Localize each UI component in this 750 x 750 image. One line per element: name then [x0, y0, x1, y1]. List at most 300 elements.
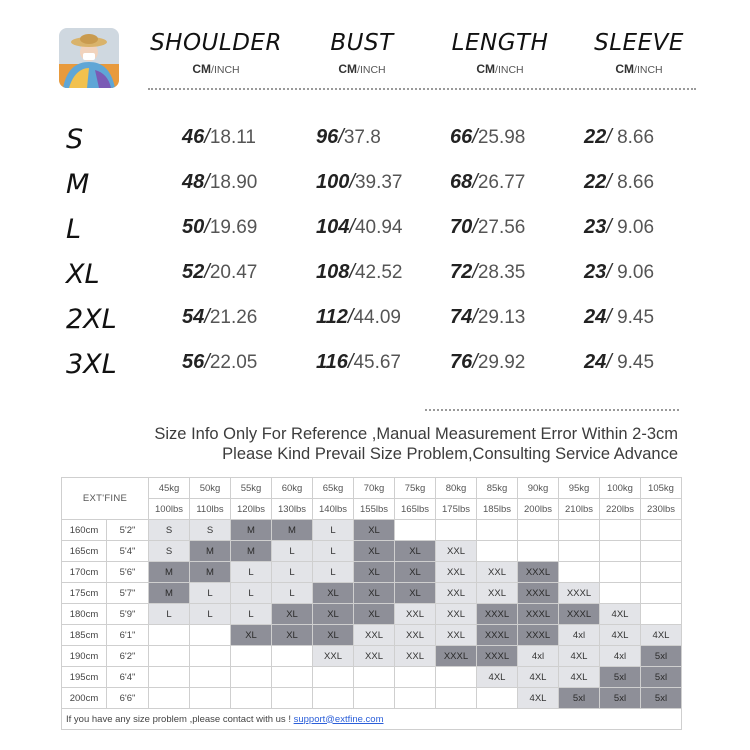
size-cell: L: [313, 541, 354, 562]
slash-separator: /: [472, 216, 478, 238]
size-cell: L: [272, 583, 313, 604]
size-cell: XXL: [313, 646, 354, 667]
reference-note: Size Info Only For Reference ,Manual Measurement Error Within 2-3cm: [154, 425, 678, 443]
size-cell: [477, 520, 518, 541]
header-bust: [312, 30, 412, 76]
size-cell: XXXL: [477, 646, 518, 667]
size-label: 3XL: [66, 349, 117, 380]
size-cell: XL: [272, 604, 313, 625]
size-cell: L: [313, 562, 354, 583]
length-inch: 26.77: [477, 172, 526, 193]
size-row: [0, 255, 750, 295]
size-cell: S: [149, 541, 190, 562]
size-cell: 4XL: [518, 667, 559, 688]
unit-cm: CM: [192, 62, 212, 76]
contact-text: If you have any size problem ,please contact with us !: [66, 713, 291, 725]
height-cm: 175cm: [62, 583, 107, 604]
bust-cm: 100: [316, 171, 350, 193]
size-cell: [436, 688, 477, 709]
height-cm: 180cm: [62, 604, 107, 625]
length-value: [450, 171, 525, 194]
weight-kg-header: 50kg: [190, 478, 231, 499]
bust-value: [316, 306, 401, 329]
size-cell: M: [231, 541, 272, 562]
length-value: [450, 126, 525, 149]
weight-kg-header: 105kg: [641, 478, 682, 499]
shoulder-unit: [146, 62, 286, 76]
shoulder-value: [182, 351, 257, 374]
size-cell: [149, 625, 190, 646]
size-cell: 4XL: [641, 625, 682, 646]
size-cell: 5xl: [641, 667, 682, 688]
size-cell: [518, 520, 559, 541]
size-cell: XXL: [477, 583, 518, 604]
size-cell: [600, 583, 641, 604]
size-cell: [190, 646, 231, 667]
size-cell: L: [272, 562, 313, 583]
shoulder-cm: 50: [182, 216, 205, 238]
weight-lbs-header: 120lbs: [231, 499, 272, 520]
size-cell: 4XL: [600, 625, 641, 646]
size-cell: [395, 667, 436, 688]
size-cell: 4XL: [559, 646, 600, 667]
weight-lbs-header: 185lbs: [477, 499, 518, 520]
unit-inch: /INCH: [634, 64, 663, 76]
slash-separator: /: [472, 351, 478, 373]
height-ft: 6'4": [107, 667, 149, 688]
unit-inch: /INCH: [211, 64, 240, 76]
height-ft: 5'9": [107, 604, 149, 625]
size-cell: [600, 562, 641, 583]
weight-kg-header: 80kg: [436, 478, 477, 499]
weight-lbs-header: 165lbs: [395, 499, 436, 520]
size-cell: XXXL: [518, 604, 559, 625]
slash-separator: /: [204, 216, 210, 238]
slash-separator: /: [472, 171, 478, 193]
shoulder-cm: 46: [182, 126, 205, 148]
size-cell: [477, 688, 518, 709]
slash-separator: /: [472, 306, 478, 328]
size-cell: [190, 625, 231, 646]
shoulder-inch: 20.47: [209, 262, 258, 283]
size-cell: XXL: [395, 646, 436, 667]
size-row: [0, 165, 750, 205]
sleeve-inch: 9.45: [611, 307, 655, 328]
slash-separator: /: [204, 351, 210, 373]
size-cell: L: [272, 541, 313, 562]
size-cell: L: [231, 583, 272, 604]
size-cell: M: [149, 562, 190, 583]
weight-kg-header: 90kg: [518, 478, 559, 499]
size-cell: [641, 520, 682, 541]
weight-kg-header: 60kg: [272, 478, 313, 499]
size-cell: S: [190, 520, 231, 541]
size-cell: [436, 667, 477, 688]
sleeve-value: [584, 306, 654, 329]
bust-inch: 40.94: [354, 217, 403, 238]
size-cell: XXXL: [559, 583, 600, 604]
sleeve-inch: 9.45: [611, 352, 655, 373]
shoulder-inch: 18.11: [209, 127, 256, 148]
size-row: [0, 345, 750, 385]
size-cell: [477, 541, 518, 562]
length-inch: 29.92: [477, 352, 526, 373]
dotted-divider-top: [148, 88, 696, 90]
unit-inch: /INCH: [357, 64, 386, 76]
size-label: XL: [66, 259, 100, 290]
size-cell: 4XL: [477, 667, 518, 688]
size-cell: S: [149, 520, 190, 541]
table-row: [62, 688, 682, 709]
length-inch: 28.35: [477, 262, 526, 283]
header-shoulder: [146, 30, 286, 76]
bust-value: [316, 216, 402, 239]
size-cell: 5xl: [641, 646, 682, 667]
length-cm: 76: [450, 351, 473, 373]
weight-lbs-header: 100lbs: [149, 499, 190, 520]
size-cell: [600, 541, 641, 562]
weight-lbs-header: 175lbs: [436, 499, 477, 520]
size-cell: [231, 688, 272, 709]
sleeve-cm: 24: [584, 306, 607, 328]
size-cell: L: [149, 604, 190, 625]
size-cell: [149, 646, 190, 667]
length-unit: [440, 62, 560, 76]
weight-kg-header: 70kg: [354, 478, 395, 499]
shoulder-cm: 56: [182, 351, 205, 373]
size-cell: XL: [313, 625, 354, 646]
size-cell: [272, 688, 313, 709]
shoulder-cm: 52: [182, 261, 205, 283]
bust-inch: 39.37: [354, 172, 403, 193]
length-title: LENGTH: [451, 30, 549, 56]
sleeve-value: [584, 351, 654, 374]
weight-kg-header: 95kg: [559, 478, 600, 499]
sleeve-cm: 22: [584, 171, 607, 193]
size-cell: [641, 562, 682, 583]
size-cell: [149, 667, 190, 688]
size-cell: [190, 688, 231, 709]
length-cm: 70: [450, 216, 473, 238]
size-cell: M: [190, 541, 231, 562]
size-cell: [559, 541, 600, 562]
sleeve-cm: 23: [584, 216, 607, 238]
size-cell: XXXL: [477, 604, 518, 625]
model-photo: [59, 28, 119, 88]
size-cell: [272, 667, 313, 688]
slash-separator: /: [472, 261, 478, 283]
size-label: 2XL: [66, 304, 117, 335]
bust-cm: 108: [316, 261, 350, 283]
slash-separator: /: [349, 261, 355, 283]
height-weight-chart: [61, 477, 682, 730]
size-cell: [518, 541, 559, 562]
size-label: S: [66, 124, 84, 155]
header-sleeve: [584, 30, 694, 76]
height-ft: 5'4": [107, 541, 149, 562]
size-cell: 4XL: [600, 604, 641, 625]
sleeve-value: [584, 261, 654, 284]
size-cell: XL: [354, 604, 395, 625]
bust-cm: 112: [316, 306, 348, 328]
weight-kg-header: 65kg: [313, 478, 354, 499]
weight-lbs-header: 210lbs: [559, 499, 600, 520]
height-cm: 200cm: [62, 688, 107, 709]
size-cell: [600, 520, 641, 541]
bust-cm: 116: [316, 351, 348, 373]
shoulder-inch: 19.69: [209, 217, 258, 238]
height-ft: 6'1": [107, 625, 149, 646]
shoulder-value: [182, 306, 257, 329]
size-cell: XXL: [395, 625, 436, 646]
table-row: [62, 562, 682, 583]
size-cell: XL: [354, 562, 395, 583]
size-cell: XXXL: [477, 625, 518, 646]
slash-separator: /: [204, 171, 210, 193]
size-cell: [313, 688, 354, 709]
bust-title: BUST: [330, 30, 394, 56]
weight-lbs-header: 110lbs: [190, 499, 231, 520]
size-cell: L: [190, 583, 231, 604]
slash-separator: /: [606, 171, 612, 193]
size-cell: M: [272, 520, 313, 541]
bust-value: [316, 261, 402, 284]
size-cell: [559, 562, 600, 583]
bust-unit: [312, 62, 412, 76]
bust-value: [316, 171, 402, 194]
size-cell: [395, 520, 436, 541]
size-cell: 5xl: [641, 688, 682, 709]
length-cm: 72: [450, 261, 473, 283]
size-cell: L: [231, 604, 272, 625]
size-cell: XXL: [436, 625, 477, 646]
size-label: M: [66, 169, 90, 200]
table-row: [62, 583, 682, 604]
size-cell: [641, 583, 682, 604]
sleeve-value: [584, 171, 654, 194]
length-inch: 25.98: [477, 127, 526, 148]
slash-separator: /: [606, 126, 612, 148]
size-cell: XXL: [436, 604, 477, 625]
size-cell: [313, 667, 354, 688]
shoulder-value: [182, 261, 257, 284]
size-cell: 5xl: [600, 667, 641, 688]
support-email-link[interactable]: support@extfine.com: [293, 713, 384, 725]
height-ft: 5'2": [107, 520, 149, 541]
height-cm: 160cm: [62, 520, 107, 541]
length-value: [450, 216, 525, 239]
service-note: Please Kind Prevail Size Problem,Consulting Service Advance: [222, 445, 678, 463]
sleeve-inch: 9.06: [611, 217, 655, 238]
sleeve-cm: 24: [584, 351, 607, 373]
size-cell: [231, 646, 272, 667]
slash-separator: /: [472, 126, 478, 148]
header-length: [440, 30, 560, 76]
sleeve-value: [584, 216, 654, 239]
size-cell: M: [231, 520, 272, 541]
slash-separator: /: [349, 171, 355, 193]
size-cell: XXL: [354, 646, 395, 667]
weight-lbs-header: 130lbs: [272, 499, 313, 520]
size-cell: XXXL: [518, 625, 559, 646]
size-cell: XL: [354, 583, 395, 604]
slash-separator: /: [349, 216, 355, 238]
weight-lbs-header: 230lbs: [641, 499, 682, 520]
size-cell: XL: [395, 541, 436, 562]
weight-kg-header: 45kg: [149, 478, 190, 499]
slash-separator: /: [204, 126, 210, 148]
slash-separator: /: [606, 306, 612, 328]
length-cm: 66: [450, 126, 473, 148]
table-row: [62, 520, 682, 541]
sleeve-unit: [584, 62, 694, 76]
size-cell: XXXL: [559, 604, 600, 625]
unit-cm: CM: [615, 62, 635, 76]
shoulder-value: [182, 216, 257, 239]
size-cell: [149, 688, 190, 709]
size-cell: [559, 520, 600, 541]
sleeve-title: SLEEVE: [594, 30, 684, 56]
bust-inch: 42.52: [354, 262, 403, 283]
slash-separator: /: [204, 306, 210, 328]
bust-cm: 104: [316, 216, 350, 238]
bust-inch: 37.8: [343, 127, 381, 148]
weight-kg-header: 100kg: [600, 478, 641, 499]
length-value: [450, 351, 525, 374]
sleeve-cm: 23: [584, 261, 607, 283]
table-row: [62, 646, 682, 667]
shoulder-inch: 22.05: [209, 352, 258, 373]
size-label: L: [66, 214, 82, 245]
size-cell: XXL: [436, 541, 477, 562]
slash-separator: /: [204, 261, 210, 283]
bust-value: [316, 351, 401, 374]
table-row: [62, 604, 682, 625]
size-cell: XL: [231, 625, 272, 646]
height-ft: 5'6": [107, 562, 149, 583]
size-cell: 4xl: [559, 625, 600, 646]
slash-separator: /: [606, 351, 612, 373]
height-cm: 170cm: [62, 562, 107, 583]
size-cell: XL: [354, 541, 395, 562]
contact-note: [62, 709, 682, 730]
weight-lbs-header: 200lbs: [518, 499, 559, 520]
weight-kg-header: 55kg: [231, 478, 272, 499]
size-cell: XXXL: [518, 562, 559, 583]
unit-cm: CM: [338, 62, 358, 76]
size-row: [0, 210, 750, 250]
length-value: [450, 261, 525, 284]
size-cell: L: [231, 562, 272, 583]
brand-label: EXT'FINE: [62, 478, 149, 520]
weight-lbs-header: 140lbs: [313, 499, 354, 520]
size-cell: XL: [272, 625, 313, 646]
size-cell: 5xl: [559, 688, 600, 709]
length-cm: 74: [450, 306, 473, 328]
size-cell: XL: [313, 583, 354, 604]
size-cell: XXL: [354, 625, 395, 646]
slash-separator: /: [606, 261, 612, 283]
table-row: [62, 667, 682, 688]
unit-cm: CM: [476, 62, 496, 76]
size-cell: XL: [395, 562, 436, 583]
shoulder-cm: 48: [182, 171, 205, 193]
dotted-divider-mid: [425, 409, 679, 411]
height-ft: 5'7": [107, 583, 149, 604]
height-cm: 165cm: [62, 541, 107, 562]
size-row: [0, 300, 750, 340]
table-row: [62, 625, 682, 646]
length-cm: 68: [450, 171, 473, 193]
contact-row: [62, 709, 682, 730]
size-cell: XXL: [395, 604, 436, 625]
bust-cm: 96: [316, 126, 339, 148]
slash-separator: /: [338, 126, 344, 148]
table-row: [62, 541, 682, 562]
sleeve-inch: 9.06: [611, 262, 655, 283]
size-cell: 4XL: [518, 688, 559, 709]
weight-kg-header: 75kg: [395, 478, 436, 499]
size-cell: [395, 688, 436, 709]
slash-separator: /: [606, 216, 612, 238]
length-inch: 29.13: [477, 307, 526, 328]
height-ft: 6'2": [107, 646, 149, 667]
size-cell: [231, 667, 272, 688]
size-cell: XXL: [477, 562, 518, 583]
weight-kg-header: 85kg: [477, 478, 518, 499]
unit-inch: /INCH: [495, 64, 524, 76]
bust-value: [316, 126, 381, 149]
weight-lbs-row: [62, 499, 682, 520]
size-cell: L: [190, 604, 231, 625]
size-cell: 5xl: [600, 688, 641, 709]
shoulder-inch: 18.90: [209, 172, 258, 193]
height-cm: 185cm: [62, 625, 107, 646]
size-cell: XL: [313, 604, 354, 625]
height-cm: 195cm: [62, 667, 107, 688]
size-cell: M: [190, 562, 231, 583]
size-cell: XXXL: [436, 646, 477, 667]
size-cell: XXXL: [518, 583, 559, 604]
size-cell: 4xl: [600, 646, 641, 667]
size-cell: XXL: [436, 562, 477, 583]
sleeve-inch: 8.66: [611, 172, 655, 193]
height-ft: 6'6": [107, 688, 149, 709]
length-inch: 27.56: [477, 217, 526, 238]
size-cell: [272, 646, 313, 667]
size-cell: XXL: [436, 583, 477, 604]
weight-kg-row: [62, 478, 682, 499]
sleeve-value: [584, 126, 654, 149]
size-cell: [190, 667, 231, 688]
size-cell: L: [313, 520, 354, 541]
sleeve-inch: 8.66: [611, 127, 655, 148]
slash-separator: /: [347, 351, 354, 373]
shoulder-value: [182, 126, 256, 149]
sleeve-cm: 22: [584, 126, 607, 148]
size-cell: 4XL: [559, 667, 600, 688]
size-cell: [436, 520, 477, 541]
size-cell: [354, 667, 395, 688]
shoulder-inch: 21.26: [209, 307, 258, 328]
shoulder-title: SHOULDER: [150, 30, 282, 56]
bust-inch: 45.67: [353, 352, 401, 373]
size-row: [0, 120, 750, 160]
slash-separator: /: [347, 306, 354, 328]
shoulder-cm: 54: [182, 306, 205, 328]
size-cell: XL: [354, 520, 395, 541]
height-cm: 190cm: [62, 646, 107, 667]
